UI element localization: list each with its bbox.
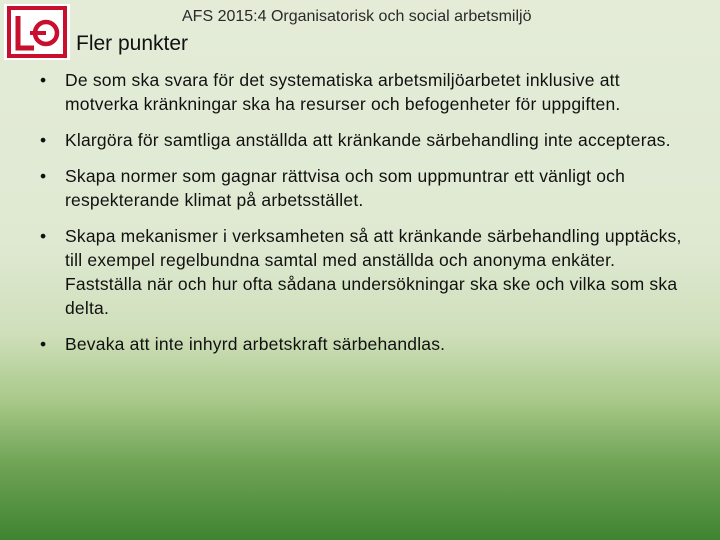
list-item-text: Bevaka att inte inhyrd arbetskraft särbehandlas. xyxy=(65,334,446,354)
bullet-icon: • xyxy=(40,166,47,186)
page-title: Fler punkter xyxy=(76,32,189,55)
list-item-text: Skapa normer som gagnar rättvisa och som uppmuntrar ett vänligt och respekterande klimat på arbetsstället. xyxy=(65,166,626,210)
document-header: AFS 2015:4 Organisatorisk och social arbetsmiljö xyxy=(182,8,532,25)
bullet-icon: • xyxy=(40,226,47,246)
list-item xyxy=(40,128,690,152)
lo-logo xyxy=(4,4,70,60)
lo-logo-icon xyxy=(4,4,70,60)
list-item-text: Skapa mekanismer i verksamheten så att kränkande särbehandling upptäcks, till exempel regelbundna samtal med anställda och anonyma enkäter. Fastställa när och hur ofta sådana undersökningar ska ske och vilka som ska delta. xyxy=(65,226,682,318)
bullet-list xyxy=(40,68,690,368)
list-item xyxy=(40,164,690,212)
bullet-icon: • xyxy=(40,70,47,90)
list-item xyxy=(40,332,690,356)
bullet-icon: • xyxy=(40,130,47,150)
list-item xyxy=(40,224,690,320)
list-item-text: Klargöra för samtliga anställda att kränkande särbehandling inte accepteras. xyxy=(65,130,671,150)
bullet-icon: • xyxy=(40,334,47,354)
list-item xyxy=(40,68,690,116)
list-item-text: De som ska svara för det systematiska arbetsmiljöarbetet inklusive att motverka kränkningar ska ha resurser och befogenheter för uppgiften. xyxy=(65,70,621,114)
